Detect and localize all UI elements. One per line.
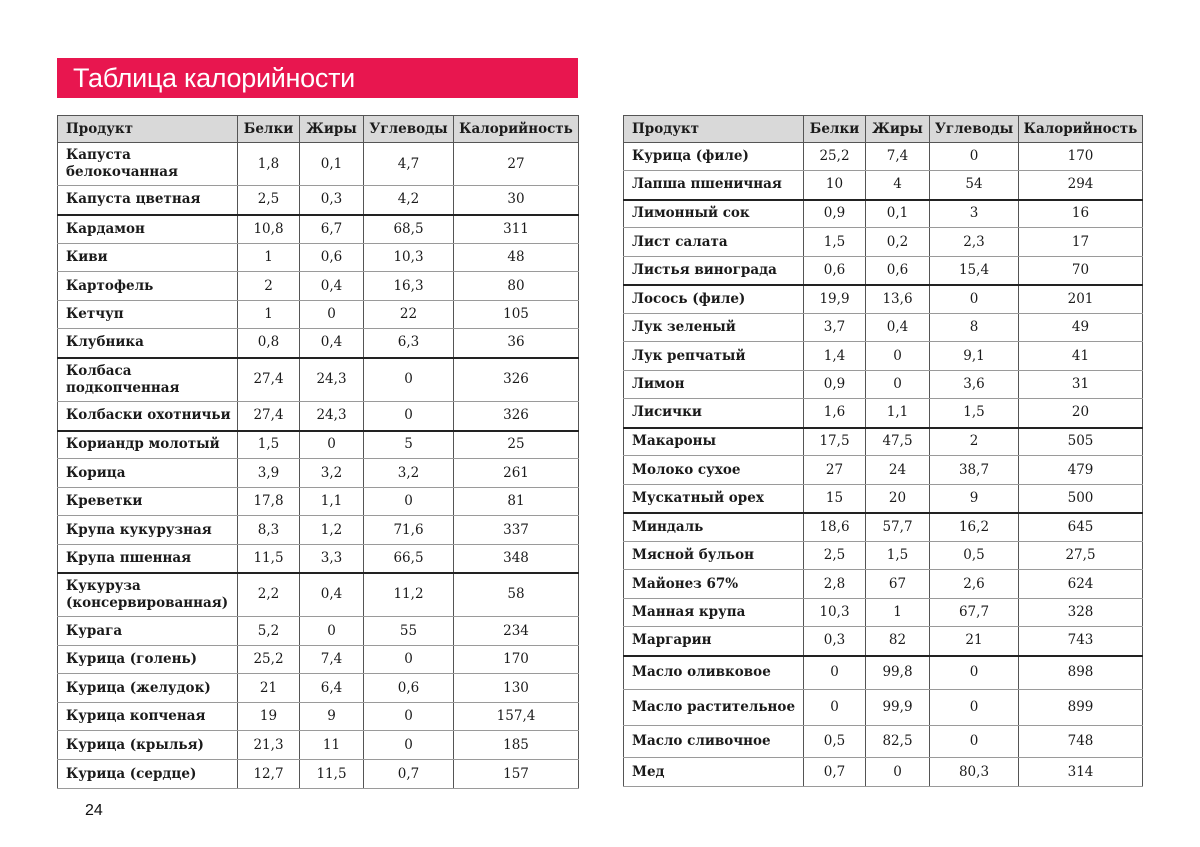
cell-fat: 0,6 [866,257,930,285]
cell-protein: 1 [238,244,300,272]
cell-fat: 20 [866,485,930,513]
cell-carbs: 8 [930,314,1019,342]
cell-product: Лимонный сок [624,200,804,228]
cell-fat: 4 [866,171,930,200]
cell-carbs: 16,2 [930,513,1019,542]
header-protein: Белки [804,116,866,143]
cell-kcal: 899 [1019,690,1143,726]
table-row [624,758,1143,787]
cell-carbs: 11,2 [364,573,454,617]
cell-carbs: 66,5 [364,545,454,573]
cell-product: Капуста цветная [58,186,238,215]
header-product: Продукт [58,116,238,143]
cell-product: Лук репчатый [624,342,804,371]
header-carbs: Углеводы [364,116,454,143]
cell-fat: 7,4 [866,143,930,171]
table-row [624,428,1143,456]
cell-carbs: 67,7 [930,599,1019,627]
table-row [624,342,1143,371]
cell-kcal: 743 [1019,627,1143,656]
cell-carbs: 68,5 [364,215,454,244]
table-row [58,617,579,646]
cell-kcal: 505 [1019,428,1143,456]
cell-product: Колбаса подкопченная [58,358,238,402]
table-row [624,171,1143,200]
cell-fat: 82,5 [866,726,930,758]
cell-fat: 99,8 [866,656,930,690]
table-row [624,314,1143,342]
cell-carbs: 0 [364,646,454,674]
cell-product: Майонез 67% [624,570,804,599]
cell-product: Креветки [58,488,238,516]
cell-kcal: 328 [1019,599,1143,627]
cell-kcal: 41 [1019,342,1143,371]
table-row [58,358,579,402]
cell-kcal: 36 [454,329,579,358]
table-row [58,760,579,789]
table-row [624,285,1143,314]
table-row [58,459,579,488]
cell-fat: 47,5 [866,428,930,456]
cell-protein: 12,7 [238,760,300,789]
cell-protein: 27,4 [238,402,300,431]
cell-fat: 13,6 [866,285,930,314]
cell-protein: 19,9 [804,285,866,314]
cell-product: Лимон [624,371,804,399]
cell-fat: 0,4 [866,314,930,342]
cell-fat: 0,4 [300,573,364,617]
cell-kcal: 27 [454,143,579,186]
cell-product: Мясной бульон [624,542,804,570]
cell-kcal: 326 [454,358,579,402]
cell-kcal: 81 [454,488,579,516]
cell-product: Киви [58,244,238,272]
table-row [624,485,1143,513]
cell-kcal: 645 [1019,513,1143,542]
cell-carbs: 0 [364,703,454,731]
cell-kcal: 16 [1019,200,1143,228]
cell-protein: 10,8 [238,215,300,244]
cell-protein: 0,8 [238,329,300,358]
table-row [58,573,579,617]
cell-carbs: 0 [930,690,1019,726]
table-row [58,272,579,301]
cell-fat: 0,6 [300,244,364,272]
cell-carbs: 0 [364,488,454,516]
table-row [58,186,579,215]
cell-carbs: 22 [364,301,454,329]
cell-fat: 1,1 [866,399,930,428]
cell-protein: 11,5 [238,545,300,573]
table-row [624,726,1143,758]
cell-protein: 0 [804,656,866,690]
cell-carbs: 15,4 [930,257,1019,285]
table-row [58,488,579,516]
cell-carbs: 0 [364,731,454,760]
cell-fat: 3,3 [300,545,364,573]
cell-carbs: 9 [930,485,1019,513]
cell-product: Капуста белокочанная [58,143,238,186]
cell-fat: 0,1 [300,143,364,186]
cell-protein: 0,7 [804,758,866,787]
cell-protein: 1,5 [804,228,866,257]
cell-fat: 24 [866,456,930,485]
cell-product: Корица [58,459,238,488]
cell-carbs: 0 [364,402,454,431]
cell-carbs: 6,3 [364,329,454,358]
table-row [624,371,1143,399]
cell-product: Молоко сухое [624,456,804,485]
table-row [58,244,579,272]
table-row [624,690,1143,726]
table-row [58,731,579,760]
cell-protein: 17,5 [804,428,866,456]
cell-kcal: 17 [1019,228,1143,257]
cell-fat: 11 [300,731,364,760]
table-row [58,545,579,573]
cell-kcal: 80 [454,272,579,301]
cell-protein: 10 [804,171,866,200]
cell-protein: 10,3 [804,599,866,627]
table-row [58,516,579,545]
cell-fat: 0 [300,301,364,329]
cell-fat: 99,9 [866,690,930,726]
cell-carbs: 2 [930,428,1019,456]
cell-kcal: 261 [454,459,579,488]
table-row [624,570,1143,599]
table-row [58,674,579,703]
cell-carbs: 0,5 [930,542,1019,570]
cell-product: Маргарин [624,627,804,656]
cell-product: Курица (крылья) [58,731,238,760]
cell-protein: 21 [238,674,300,703]
cell-protein: 18,6 [804,513,866,542]
table-row [624,143,1143,171]
cell-carbs: 1,5 [930,399,1019,428]
cell-product: Мускатный орех [624,485,804,513]
cell-carbs: 55 [364,617,454,646]
cell-carbs: 0,7 [364,760,454,789]
cell-fat: 24,3 [300,358,364,402]
cell-protein: 1,8 [238,143,300,186]
page-number: 24 [85,802,103,819]
cell-fat: 0,3 [300,186,364,215]
header-carbs: Углеводы [930,116,1019,143]
cell-fat: 0,2 [866,228,930,257]
cell-product: Лапша пшеничная [624,171,804,200]
cell-fat: 1 [866,599,930,627]
cell-fat: 6,4 [300,674,364,703]
cell-carbs: 0 [930,656,1019,690]
cell-protein: 2,5 [804,542,866,570]
table-row [624,257,1143,285]
table-row [624,228,1143,257]
cell-carbs: 54 [930,171,1019,200]
cell-carbs: 0 [930,285,1019,314]
table-row [58,215,579,244]
cell-fat: 82 [866,627,930,656]
cell-fat: 0,4 [300,272,364,301]
cell-product: Макароны [624,428,804,456]
cell-protein: 1,5 [238,431,300,459]
table-row [624,200,1143,228]
cell-carbs: 10,3 [364,244,454,272]
cell-kcal: 58 [454,573,579,617]
table-row [58,143,579,186]
cell-product: Курица (голень) [58,646,238,674]
cell-fat: 0 [300,617,364,646]
cell-kcal: 170 [454,646,579,674]
cell-kcal: 48 [454,244,579,272]
cell-protein: 2,8 [804,570,866,599]
cell-kcal: 49 [1019,314,1143,342]
cell-fat: 1,1 [300,488,364,516]
cell-carbs: 0,6 [364,674,454,703]
cell-protein: 5,2 [238,617,300,646]
table-row [624,656,1143,690]
cell-kcal: 314 [1019,758,1143,787]
cell-protein: 0,6 [804,257,866,285]
cell-carbs: 0 [930,143,1019,171]
cell-product: Масло растительное [624,690,804,726]
cell-product: Мед [624,758,804,787]
header-kcal: Калорийность [454,116,579,143]
cell-product: Картофель [58,272,238,301]
header-kcal: Калорийность [1019,116,1143,143]
cell-product: Курица копченая [58,703,238,731]
cell-kcal: 31 [1019,371,1143,399]
table-row [58,301,579,329]
cell-fat: 11,5 [300,760,364,789]
cell-product: Манная крупа [624,599,804,627]
cell-product: Листья винограда [624,257,804,285]
header-protein: Белки [238,116,300,143]
cell-kcal: 20 [1019,399,1143,428]
cell-carbs: 3,2 [364,459,454,488]
cell-kcal: 337 [454,516,579,545]
cell-protein: 1 [238,301,300,329]
cell-product: Лосось (филе) [624,285,804,314]
cell-product: Лук зеленый [624,314,804,342]
cell-product: Крупа пшенная [58,545,238,573]
cell-product: Курица (сердце) [58,760,238,789]
cell-protein: 2 [238,272,300,301]
table-row [58,431,579,459]
cell-carbs: 4,7 [364,143,454,186]
cell-protein: 8,3 [238,516,300,545]
cell-carbs: 0 [364,358,454,402]
cell-fat: 24,3 [300,402,364,431]
cell-protein: 0 [804,690,866,726]
cell-protein: 27 [804,456,866,485]
cell-carbs: 9,1 [930,342,1019,371]
table-header-row [58,116,579,143]
cell-carbs: 71,6 [364,516,454,545]
cell-product: Кардамон [58,215,238,244]
cell-kcal: 234 [454,617,579,646]
cell-kcal: 311 [454,215,579,244]
cell-kcal: 348 [454,545,579,573]
cell-carbs: 21 [930,627,1019,656]
cell-fat: 7,4 [300,646,364,674]
cell-carbs: 38,7 [930,456,1019,485]
cell-kcal: 748 [1019,726,1143,758]
cell-kcal: 27,5 [1019,542,1143,570]
cell-fat: 0 [866,758,930,787]
table-row [58,646,579,674]
cell-protein: 0,9 [804,371,866,399]
cell-protein: 0,3 [804,627,866,656]
table-row [624,513,1143,542]
cell-protein: 25,2 [804,143,866,171]
cell-kcal: 70 [1019,257,1143,285]
table-row [624,399,1143,428]
cell-kcal: 294 [1019,171,1143,200]
cell-product: Курага [58,617,238,646]
page-title: Таблица калорийности [57,58,578,98]
cell-protein: 19 [238,703,300,731]
cell-protein: 1,4 [804,342,866,371]
cell-kcal: 624 [1019,570,1143,599]
cell-kcal: 326 [454,402,579,431]
cell-kcal: 185 [454,731,579,760]
calorie-table-left [57,115,579,789]
cell-fat: 1,2 [300,516,364,545]
cell-fat: 0,4 [300,329,364,358]
cell-protein: 25,2 [238,646,300,674]
cell-carbs: 2,3 [930,228,1019,257]
cell-fat: 6,7 [300,215,364,244]
cell-kcal: 130 [454,674,579,703]
cell-fat: 0,1 [866,200,930,228]
cell-protein: 17,8 [238,488,300,516]
cell-kcal: 201 [1019,285,1143,314]
cell-kcal: 479 [1019,456,1143,485]
table-header-row [624,116,1143,143]
cell-fat: 57,7 [866,513,930,542]
table-row [58,703,579,731]
cell-protein: 0,9 [804,200,866,228]
cell-kcal: 30 [454,186,579,215]
cell-fat: 67 [866,570,930,599]
cell-carbs: 0 [930,726,1019,758]
cell-fat: 0 [300,431,364,459]
table-row [624,542,1143,570]
cell-protein: 3,9 [238,459,300,488]
header-fat: Жиры [866,116,930,143]
cell-product: Масло сливочное [624,726,804,758]
cell-kcal: 157,4 [454,703,579,731]
cell-protein: 0,5 [804,726,866,758]
cell-fat: 0 [866,342,930,371]
cell-kcal: 170 [1019,143,1143,171]
cell-product: Курица (филе) [624,143,804,171]
table-row [58,329,579,358]
table-row [624,627,1143,656]
calorie-table-right [623,115,1143,787]
table-row [624,456,1143,485]
cell-protein: 2,2 [238,573,300,617]
table-row [624,599,1143,627]
cell-kcal: 25 [454,431,579,459]
cell-kcal: 105 [454,301,579,329]
cell-fat: 3,2 [300,459,364,488]
cell-product: Крупа кукурузная [58,516,238,545]
cell-carbs: 2,6 [930,570,1019,599]
cell-fat: 1,5 [866,542,930,570]
cell-protein: 3,7 [804,314,866,342]
cell-fat: 9 [300,703,364,731]
cell-kcal: 898 [1019,656,1143,690]
cell-carbs: 80,3 [930,758,1019,787]
cell-carbs: 4,2 [364,186,454,215]
cell-product: Колбаски охотничьи [58,402,238,431]
cell-carbs: 16,3 [364,272,454,301]
cell-kcal: 500 [1019,485,1143,513]
table-row [58,402,579,431]
header-product: Продукт [624,116,804,143]
cell-protein: 27,4 [238,358,300,402]
cell-product: Кетчуп [58,301,238,329]
cell-kcal: 157 [454,760,579,789]
cell-protein: 21,3 [238,731,300,760]
header-fat: Жиры [300,116,364,143]
cell-fat: 0 [866,371,930,399]
cell-carbs: 3,6 [930,371,1019,399]
cell-protein: 1,6 [804,399,866,428]
cell-product: Масло оливковое [624,656,804,690]
cell-product: Кориандр молотый [58,431,238,459]
cell-protein: 2,5 [238,186,300,215]
cell-product: Лист салата [624,228,804,257]
cell-product: Лисички [624,399,804,428]
cell-carbs: 5 [364,431,454,459]
cell-product: Курица (желудок) [58,674,238,703]
cell-product: Кукуруза (консервированная) [58,573,238,617]
cell-product: Миндаль [624,513,804,542]
cell-protein: 15 [804,485,866,513]
cell-carbs: 3 [930,200,1019,228]
cell-product: Клубника [58,329,238,358]
